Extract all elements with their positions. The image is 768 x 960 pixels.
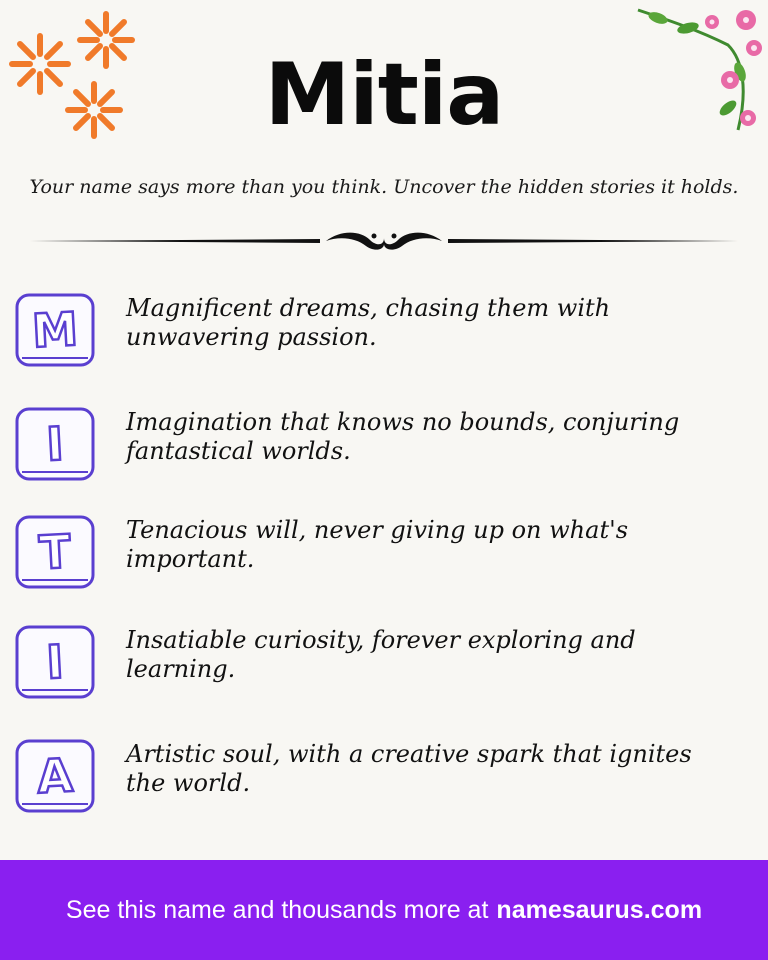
letter-tile-icon xyxy=(14,514,96,590)
tile-letter: A xyxy=(35,748,75,804)
letter-description: Imagination that knows no bounds, conjuring fantastical worlds. xyxy=(126,408,680,465)
letter-tile-icon xyxy=(14,292,96,368)
list-item xyxy=(14,510,734,590)
tagline: Your name says more than you think. Uncover the hidden stories it holds. xyxy=(29,176,739,198)
letter-description: Artistic soul, with a creative spark that ignites the world. xyxy=(126,740,692,797)
footer-domain-link[interactable]: namesaurus.com xyxy=(496,895,703,924)
letter-tile-icon xyxy=(14,738,96,814)
tile-letter: I xyxy=(45,634,65,690)
list-item xyxy=(14,288,734,368)
letter-description: Tenacious will, never giving up on what's important. xyxy=(126,516,629,573)
ornamental-divider-icon xyxy=(30,226,738,256)
letter-tile-icon xyxy=(14,406,96,482)
list-item xyxy=(14,620,734,700)
page-title: Mitia xyxy=(264,45,504,145)
letter-description: Insatiable curiosity, forever exploring and learning. xyxy=(126,626,636,683)
letter-description: Magnificent dreams, chasing them with unwavering passion. xyxy=(126,294,611,351)
list-item xyxy=(14,734,734,814)
footer-banner xyxy=(0,860,768,960)
tile-letter: M xyxy=(30,301,80,359)
letter-tile-icon xyxy=(14,624,96,700)
tile-letter: I xyxy=(45,416,65,472)
footer-text: See this name and thousands more at xyxy=(65,895,489,924)
tile-letter: T xyxy=(37,524,73,580)
list-item xyxy=(14,402,734,482)
